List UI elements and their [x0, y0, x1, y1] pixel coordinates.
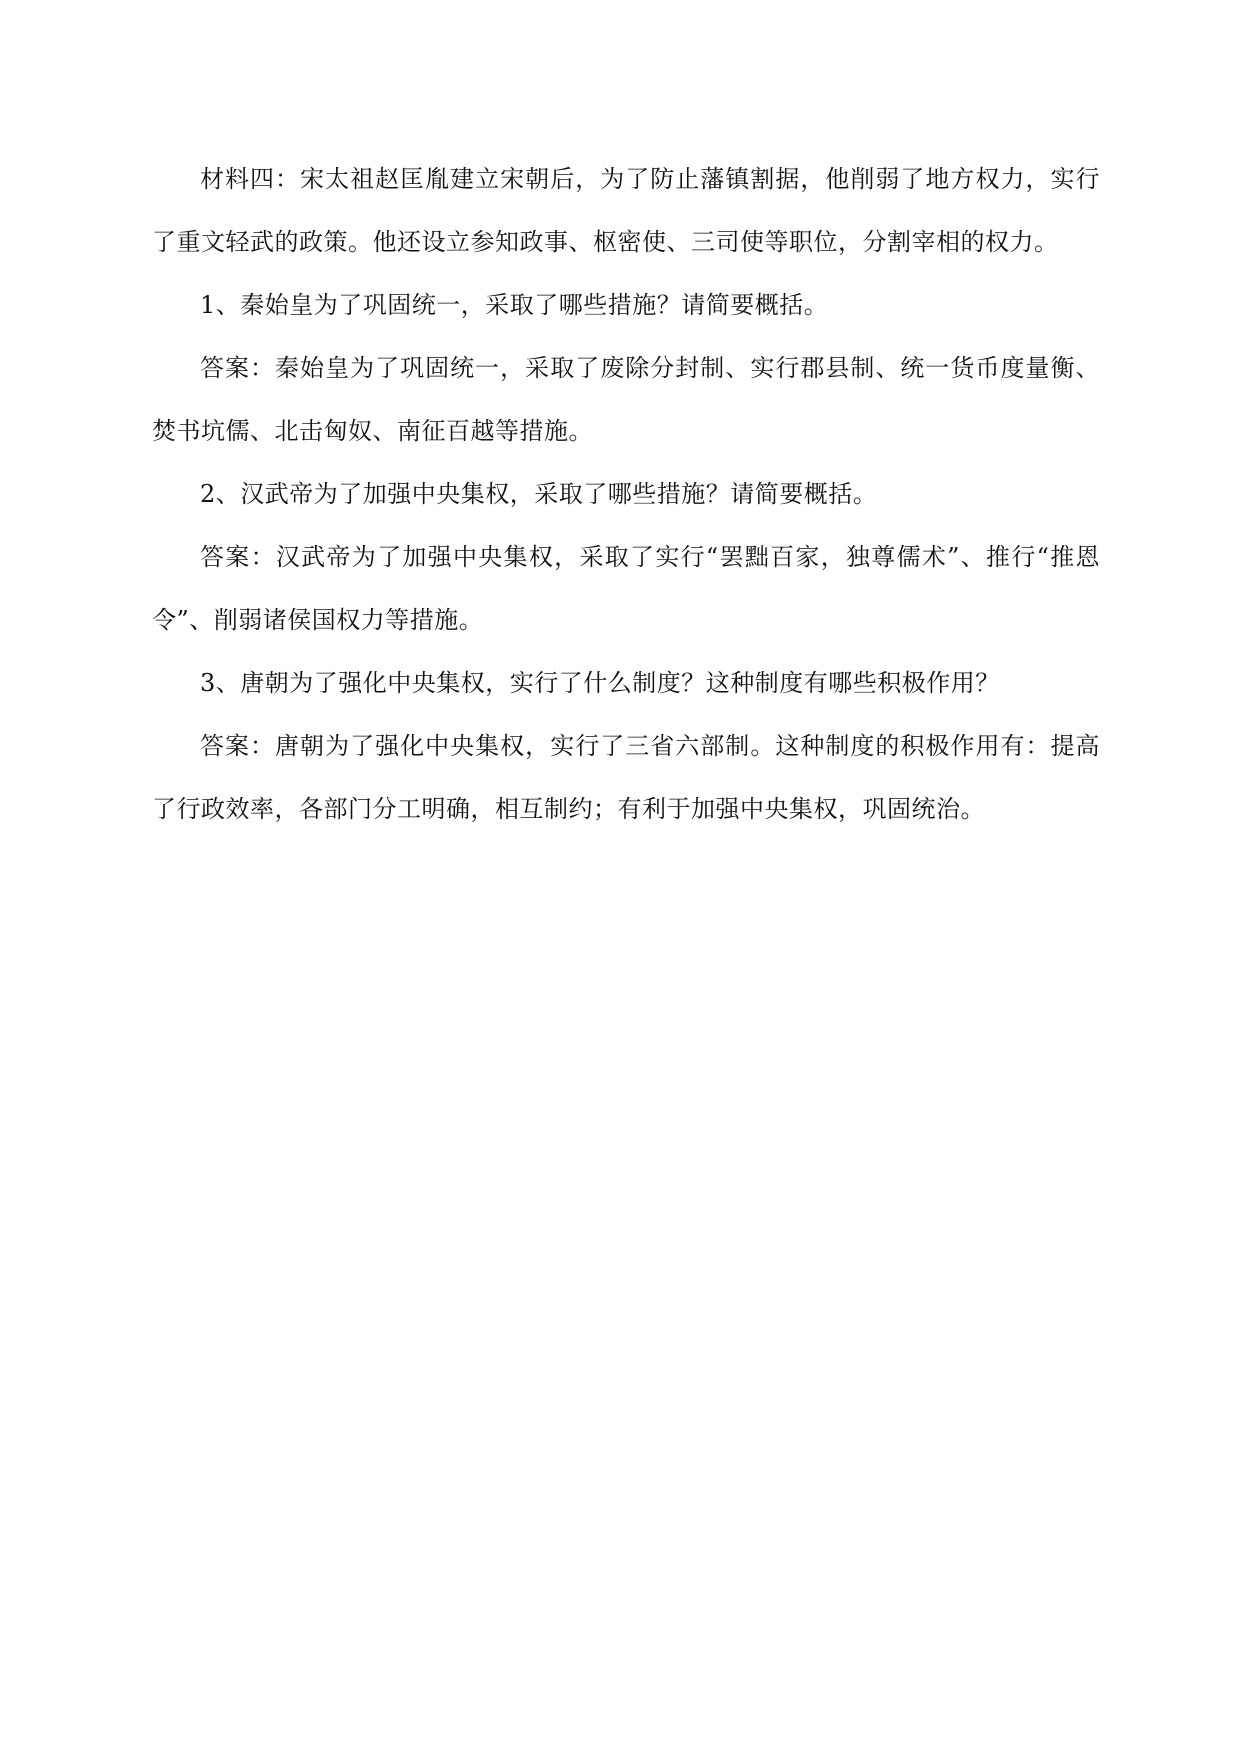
question-3: 3、唐朝为了强化中央集权，实行了什么制度？这种制度有哪些积极作用？ [200, 669, 1000, 697]
document-body [152, 148, 1100, 841]
answer-3: 答案：唐朝为了强化中央集权，实行了三省六部制。这种制度的积极作用有：提高了行政效率，各部门分工明确，相互制约；有利于加强中央集权，巩固统治。 [152, 732, 1100, 823]
answer-1: 答案：秦始皇为了巩固统一，采取了废除分封制、实行郡县制、统一货币度量衡、焚书坑儒、北击匈奴、南征百越等措施。 [152, 354, 1100, 445]
answer-2: 答案：汉武帝为了加强中央集权，采取了实行“罢黜百家，独尊儒术”、推行“推恩令”、削弱诸侯国权力等措施。 [152, 543, 1100, 634]
material-four-paragraph: 材料四：宋太祖赵匡胤建立宋朝后，为了防止藩镇割据，他削弱了地方权力，实行了重文轻武的政策。他还设立参知政事、枢密使、三司使等职位，分割宰相的权力。 [152, 165, 1100, 256]
question-1: 1、秦始皇为了巩固统一，采取了哪些措施？请简要概括。 [200, 291, 829, 319]
question-2: 2、汉武帝为了加强中央集权，采取了哪些措施？请简要概括。 [200, 480, 878, 508]
